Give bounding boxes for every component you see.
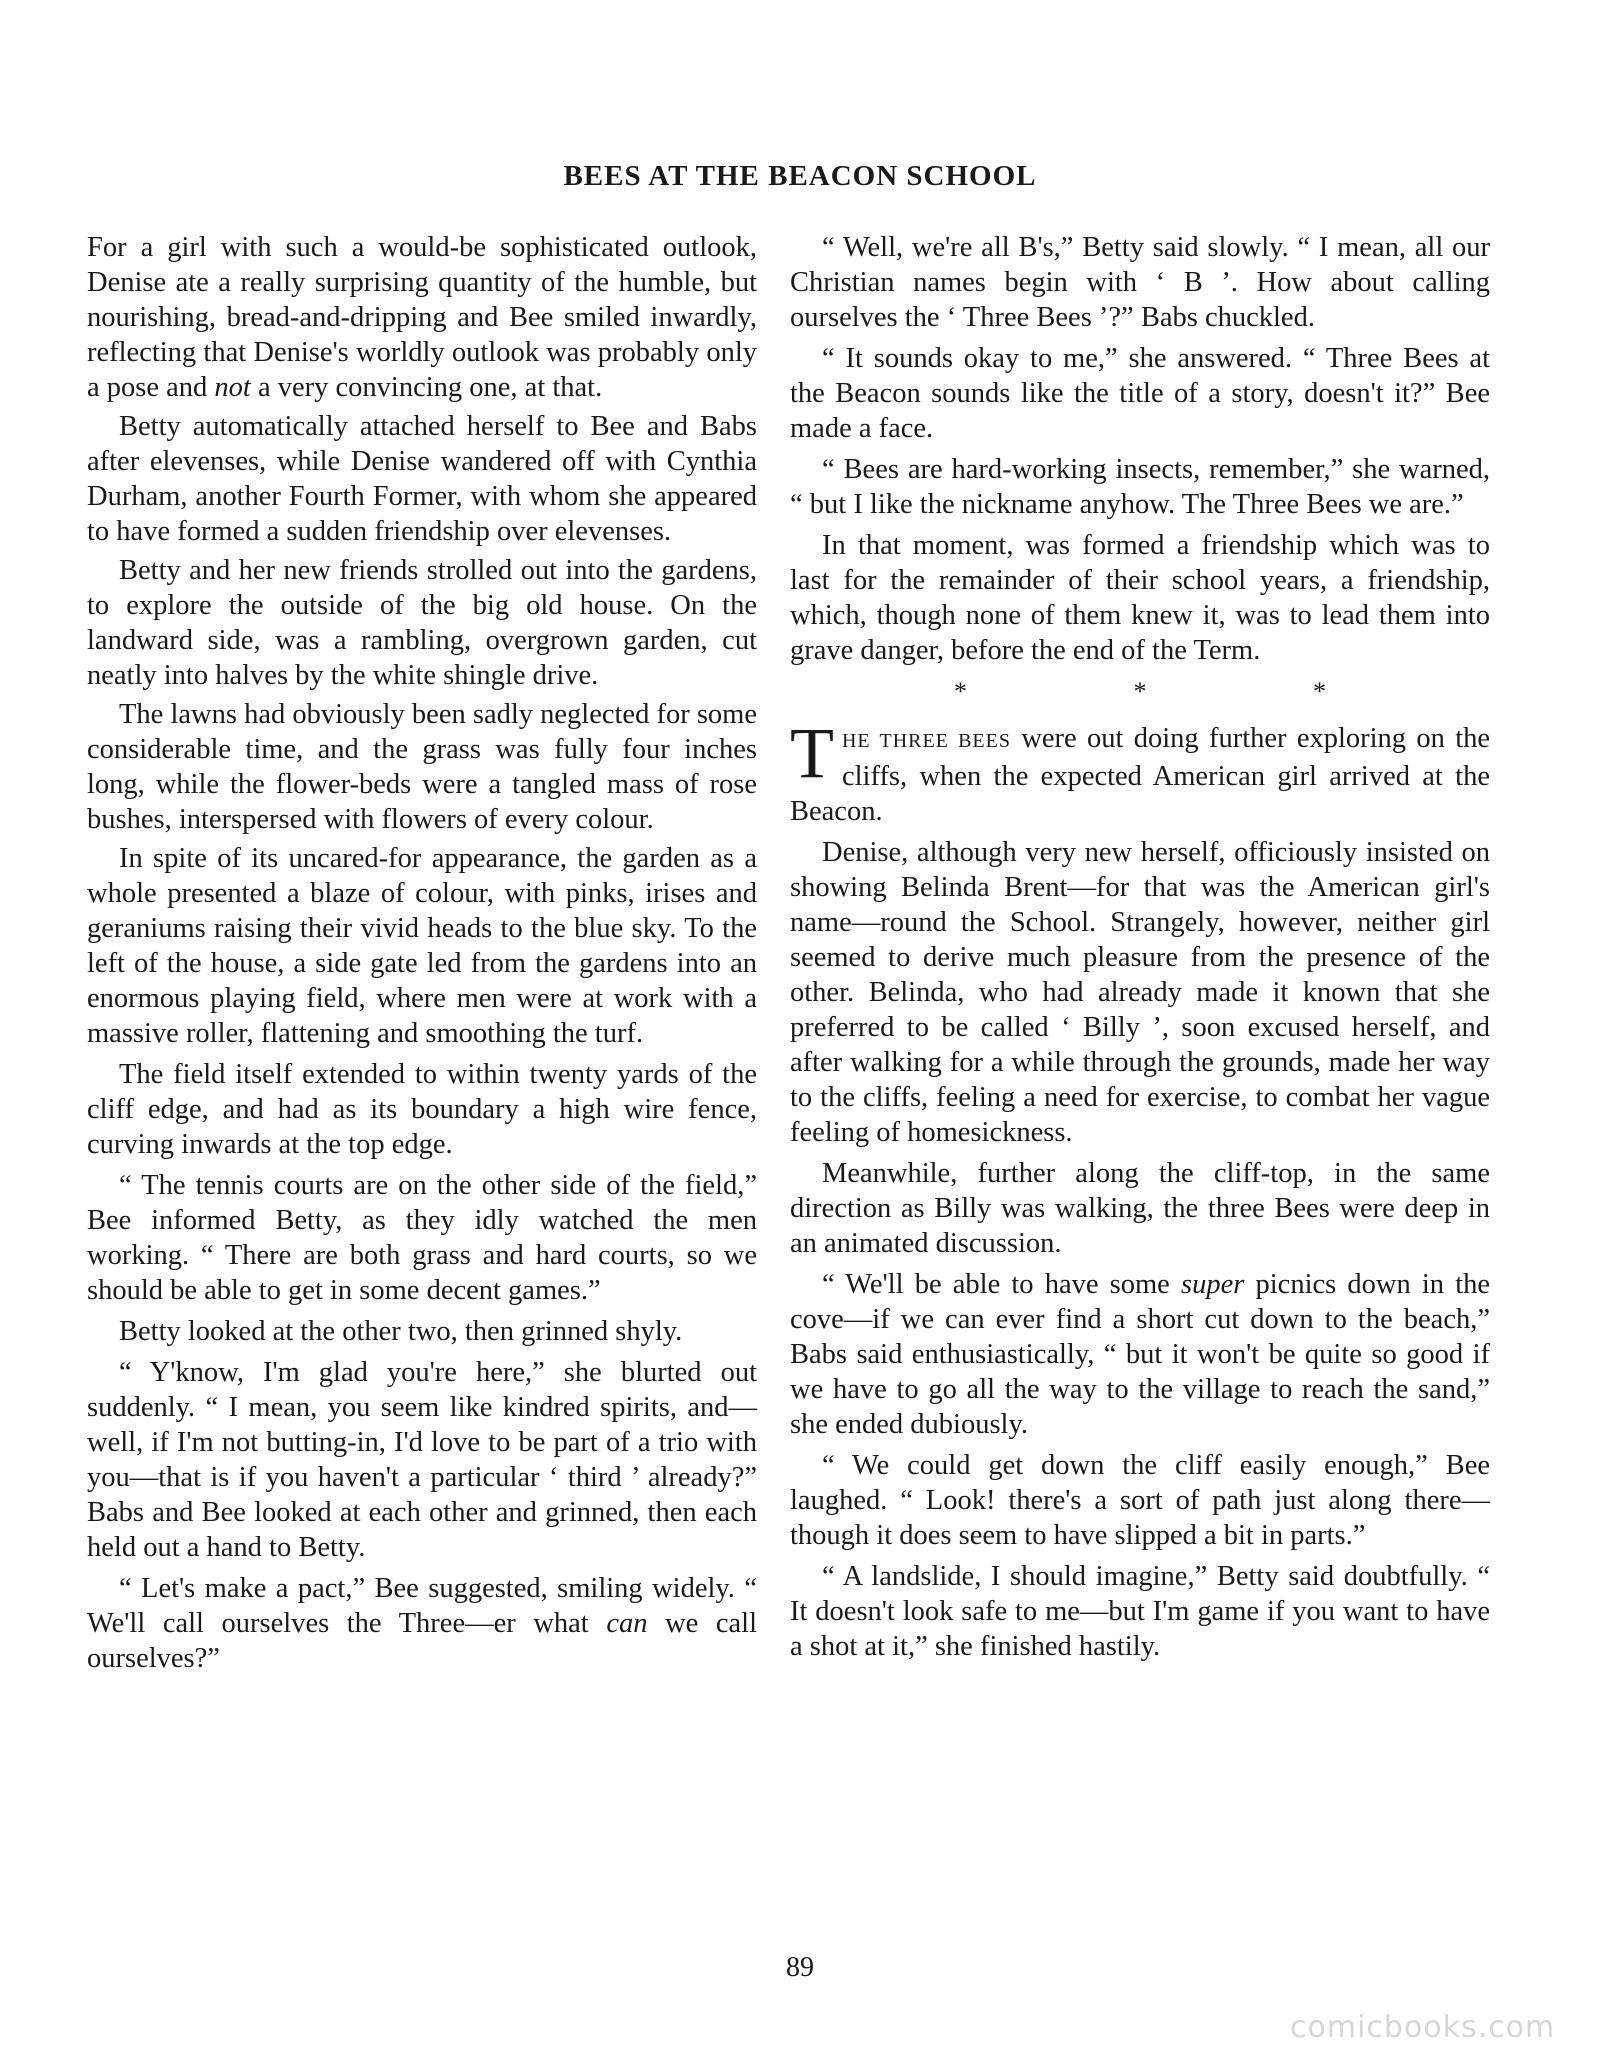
- paragraph: The field itself extended to within twenty yards of the cliff edge, and had as its boundary a high wire fence, curving inwards at the top edge.: [87, 1059, 757, 1160]
- emphasis-text: not: [214, 372, 251, 403]
- paragraph: The lawns had obviously been sadly neglected for some considerable time, and the grass was fully four inches long, while the flower-beds were a tangled mass of rose bushes, interspersed with flowers of every colour.: [87, 699, 757, 835]
- paragraph: “ It sounds okay to me,” she answered. “ Three Bees at the Beacon sounds like the title of a story, doesn't it?” Bee made a face.: [790, 343, 1490, 444]
- paragraph-text: “ Let's make a pact,” Bee suggested, smiling widely. “ We'll call ourselves the Three—er what: [87, 1573, 757, 1639]
- paragraph: [790, 713, 1491, 829]
- paragraph: Betty and her new friends strolled out into the gardens, to explore the outside of the big old house. On the landward side, was a rambling, overgrown garden, cut neatly into halves by the white shingle drive.: [87, 555, 757, 691]
- paragraph: [87, 230, 757, 405]
- paragraph: Meanwhile, further along the cliff-top, in the same direction as Billy was walking, the three Bees were deep in an animated discussion.: [790, 1158, 1490, 1259]
- watermark: comicbooks.com: [1290, 2010, 1556, 2045]
- emphasis-text: can: [606, 1608, 648, 1639]
- paragraph: [790, 1267, 1490, 1442]
- paragraph: In that moment, was formed a friendship which was to last for the remainder of their school years, a friendship, which, though none of them knew it, was to lead them into grave danger, before the end of the Term.: [790, 530, 1490, 666]
- paragraph: Betty looked at the other two, then grinned shyly.: [119, 1316, 683, 1347]
- section-break-asterisks: * * *: [954, 677, 1406, 706]
- drop-cap: T: [790, 713, 834, 793]
- paragraph: Denise, although very new herself, officiously insisted on showing Belinda Brent—for that was the American girl's name—round the School. Strangely, however, neither girl seemed to derive much pleasure from the presence of the other. Belinda, who had already made it known that she preferred to be called ‘ Billy ’, soon excused herself, and after walking for a while through the grounds, made her way to the cliffs, feeling a need for exercise, to combat her vague feeling of homesickness.: [790, 837, 1490, 1148]
- paragraph: “ Y'know, I'm glad you're here,” she blurted out suddenly. “ I mean, you seem like kindred spirits, and—well, if I'm not butting-in, I'd love to be part of a trio with you—that is if you haven't a particular ‘ third ’ already?” Babs and Bee looked at each other and grinned, then each held out a hand to Betty.: [87, 1357, 757, 1563]
- emphasis-text: super: [1181, 1269, 1245, 1300]
- paragraph: “ Bees are hard-working insects, remember,” she warned, “ but I like the nickname anyhow. The Three Bees we are.”: [790, 454, 1490, 520]
- right-column: [790, 230, 1490, 1668]
- paragraph: In spite of its uncared-for appearance, the garden as a whole presented a blaze of colour, with pinks, irises and geraniums raising their vivid heads to the blue sky. To the left of the house, a side gate led from the gardens into an enormous playing field, where men were at work with a massive roller, flattening and smoothing the turf.: [87, 843, 757, 1049]
- paragraph-text: picnics down in the cove—if we can ever find a short cut down to the beach,” Babs said enthusiastically, “ but it won't be quite so good if we have to go all the way to the village to reach the sand,” she ended dubiously.: [790, 1269, 1491, 1440]
- paragraph: “ We could get down the cliff easily enough,” Bee laughed. “ Look! there's a sort of path just along there—though it does seem to have slipped a bit in parts.”: [790, 1450, 1490, 1551]
- paragraph: “ Well, we're all B's,” Betty said slowly. “ I mean, all our Christian names begin with ‘ B ’. How about calling ourselves the ‘ Three Bees ’?” Babs chuckled.: [790, 232, 1490, 333]
- paragraph: [87, 1571, 757, 1676]
- paragraph-text: “ We'll be able to have some: [822, 1269, 1170, 1300]
- left-column: [87, 230, 757, 1680]
- page-number: 89: [786, 1952, 814, 1983]
- paragraph-text: For a girl with such a would-be sophisticated outlook, Denise ate a really surprising quantity of the humble, but nourishing, bread-and-dripping and Bee smiled inwardly, reflecting that Denise's worldly outlook was probably only a pose and: [87, 232, 757, 403]
- paragraph: “ The tennis courts are on the other side of the field,” Bee informed Betty, as they idly watched the men working. “ There are both grass and hard courts, so we should be able to get in some decent games.”: [87, 1170, 757, 1306]
- paragraph: Betty automatically attached herself to Bee and Babs after elevenses, while Denise wandered off with Cynthia Durham, another Fourth Former, with whom she appeared to have formed a sudden friendship over elevenses.: [87, 411, 757, 547]
- small-caps-text: HE THREE BEES: [841, 730, 1011, 752]
- paragraph-text: a very convincing one, at that.: [257, 372, 603, 403]
- running-head: BEES AT THE BEACON SCHOOL: [563, 160, 1037, 192]
- paragraph: “ A landslide, I should imagine,” Betty said doubtfully. “ It doesn't look safe to me—but I'm game if you want to have a shot at it,” she finished hastily.: [790, 1561, 1490, 1662]
- paragraph-text: were out doing further exploring on the cliffs, when the expected American girl arrived at the Beacon.: [790, 723, 1491, 827]
- paragraph-text: we call ourselves?”: [87, 1608, 758, 1674]
